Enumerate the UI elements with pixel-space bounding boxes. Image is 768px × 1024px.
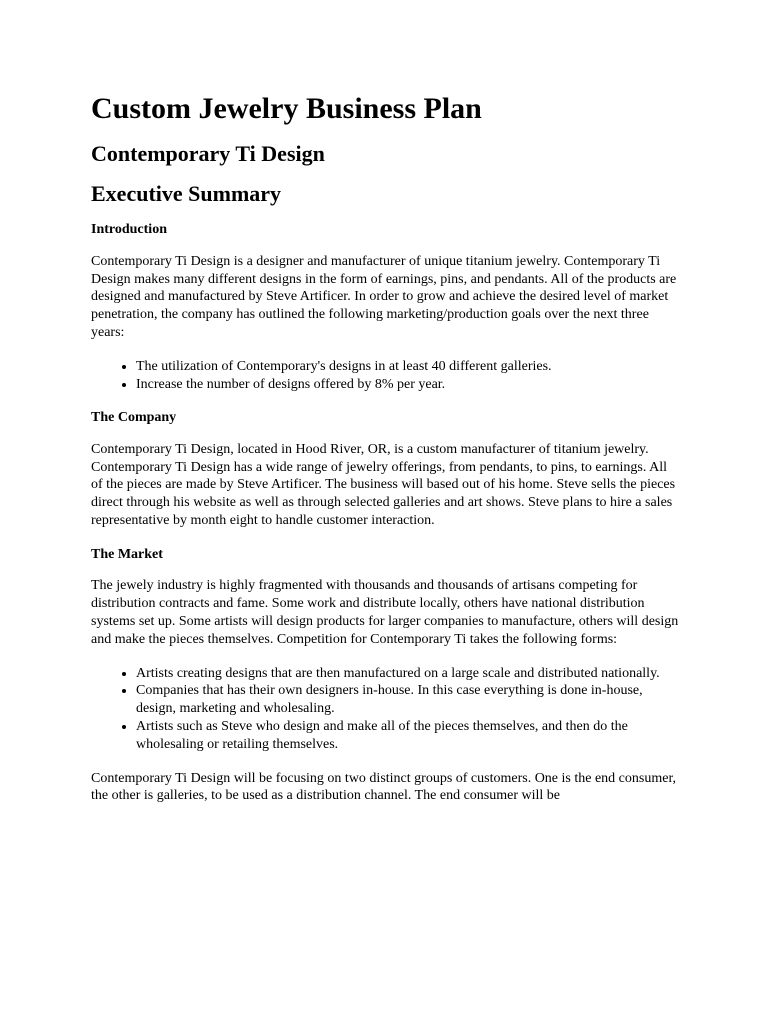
market-section-heading: The Market bbox=[91, 546, 163, 562]
goals-list bbox=[91, 358, 680, 394]
list-item: • Artists such as Steve who design and make all of the pieces themselves, and then do the wholesaling or retailing themselves. bbox=[136, 718, 680, 754]
market-paragraph: The jewely industry is highly fragmented with thousands and thousands of artisans competing for distribution contracts and fame. Some work and distribute locally, others have national distribution systems set up. Some artists will design products for larger companies to manufacture, others will design and make the pieces themselves. Competition for Contemporary Ti takes the following forms: bbox=[91, 578, 679, 647]
company-section-heading: The Company bbox=[91, 410, 177, 426]
customers-paragraph: Contemporary Ti Design will be focusing on two distinct groups of customers. One is the end consumer, the other is galleries, to be used as a distribution channel. The end consumer will be bbox=[91, 770, 677, 804]
document-title: Custom Jewelry Business Plan bbox=[91, 92, 482, 125]
list-item: • The utilization of Contemporary's designs in at least 40 different galleries. bbox=[136, 358, 680, 376]
introduction-heading: Introduction bbox=[91, 222, 167, 238]
executive-summary-heading: Executive Summary bbox=[91, 180, 282, 206]
list-item: • Increase the number of designs offered by 8% per year. bbox=[136, 376, 680, 394]
competition-list bbox=[91, 665, 680, 754]
list-item: • Companies that has their own designers in-house. In this case everything is done in-house, design, marketing and wholesaling. bbox=[136, 682, 680, 718]
company-heading: Contemporary Ti Design bbox=[91, 140, 325, 166]
company-paragraph: Contemporary Ti Design, located in Hood River, OR, is a custom manufacturer of titanium jewelry. Contemporary Ti Design has a wide range of jewelry offerings, from pendants, to pins, to earnings. All of the pieces are made by Steve Artificer. The business will based out of his home. Steve sells the pieces direct through his website as well as through selected galleries and art shows. Steve plans to hire a sales representative by month eight to handle customer interaction. bbox=[91, 441, 676, 529]
introduction-paragraph: Contemporary Ti Design is a designer and manufacturer of unique titanium jewelry. Contemporary Ti Design makes many different designs in the form of earnings, pins, and pendants. All of the products are designed and manufactured by Steve Artificer. In order to grow and achieve the desired level of market penetration, the company has outlined the following marketing/production goals over the next three years: bbox=[91, 253, 677, 340]
list-item: • Artists creating designs that are then manufactured on a large scale and distributed nationally. bbox=[136, 665, 680, 683]
